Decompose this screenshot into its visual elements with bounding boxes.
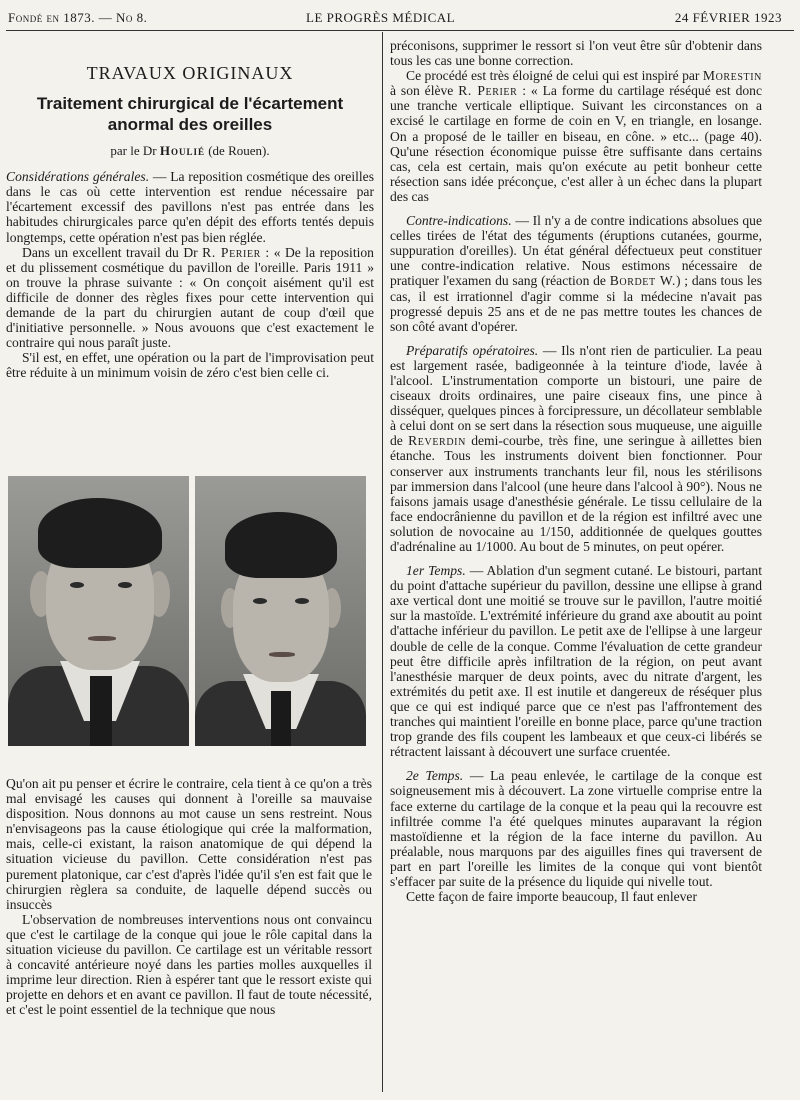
patient-photo-front-left bbox=[8, 476, 189, 746]
right-column bbox=[390, 38, 762, 904]
left-column-top bbox=[6, 63, 374, 381]
issue-date: 24 FÉVRIER 1923 bbox=[674, 10, 782, 25]
patient-photo-front-right bbox=[195, 476, 366, 746]
byline bbox=[6, 143, 374, 158]
running-header bbox=[8, 6, 792, 30]
article-title bbox=[6, 93, 374, 135]
paragraph: Qu'on ait pu penser et écrire le contraire, cela tient à ce qu'on a très mal envisagé les causes qui donnent à l'oreille sa mauvaise disposition. Nous donnons au mot cause un sens restreint. Nous n'envisageons pas la cause étiologique qui crée la malformation, mais, celle-ci existant, la raison anatomique de qui dépend la situation vicieuse du pavillon. Cette considération n'est pas purement platonique, car c'est d'après l'idée qu'il s'en est fait que le chirurgien règlera sa conduite, de laquelle dépend succès ou insuccès bbox=[6, 776, 372, 912]
paragraph-intro: Considérations générales. — La reposition cosmétique des oreilles dans le cas où cette intervention est rendue nécessaire par l'écartement excessif des pavillons n'est pas entrée dans les habitudes chirurgicales parce qu'en dépit des efforts tentés depuis longtemps, cette opération n'est pas bien réglée. bbox=[6, 169, 374, 245]
cited-author: R. Perier bbox=[202, 244, 261, 260]
paragraph: Cette façon de faire importe beaucoup, Il faut enlever bbox=[406, 889, 697, 905]
subsection-label: Contre-indications. bbox=[406, 213, 512, 229]
author-city: (de Rouen). bbox=[208, 143, 270, 159]
article-title-line: Traitement chirurgical de l'écartement bbox=[36, 94, 344, 114]
paragraph-perier-quote: Dans un excellent travail du Dr R. Perier : « De la reposition et du plissement cosmétique du pavillon de l'oreille. Paris 1911 » on trouve la phrase suivante : « On conçoit aisément qu'il est difficile de donner des règles fixes pour cette intervention qui demande de la part du chirurgien autant de coup d'œil que d'initiative personnelle. » Nous avouons que c'est exactement le contraire qui nous paraît juste. bbox=[6, 244, 374, 351]
left-column-bottom bbox=[6, 776, 372, 1018]
subsection-label: Considérations générales. bbox=[6, 169, 150, 185]
paragraph: L'observation de nombreuses interventions nous ont convaincu que c'est le cartilage de la conque qui joue le rôle capital dans la situation vicieuse du pavillon. Ce cartilage est un véritable ressort à concavité antérieure noyé dans les parties molles auxquelles il imprime leur direction. Rien à espérer tant que le ressort existe qui projette en dehors et en avant ce pavillon. Il faut de toute nécessité, et c'est le point essentiel de la technique que nous bbox=[6, 911, 372, 1018]
author-name: Houlié bbox=[159, 143, 205, 159]
paragraph-morestin: Ce procédé est très éloigné de celui qui est inspiré par Morestin à son élève R. Perier : « La forme du cartilage réséqué est donc une tranche verticale elliptique. Suivant les circonstances on a excisé le cartilage en forme de coin en V, en triangle, en losange. On a proposé de le tailler en biseau, en cône. » etc... (page 40). Qu'une résection économique puisse être suffisante dans certains cas, cela est certain, mais qu'on exécute au petit bonheur cette résection sans idée préconçue, c'est aller à un échec dans la plupart des cas bbox=[390, 68, 762, 204]
paragraph-contre-indications: Contre-indications. — Il n'y a de contre indications absolues que celles tirées de l'état des téguments (éruptions cutanées, gourme, suppuration d'oreilles). Un état général défectueux peut constituer une contre-indication relative. Nous estimons nécessaire de pratiquer l'examen du sang (réaction de Bordet W.) ; dans tous les cas, il est irrationnel d'agir comme si la médecine n'avait pas progressé depuis 25 ans et de ne pas mettre toutes les chances de son côté avant d'opérer. bbox=[390, 213, 763, 334]
cited-author: R. Perier bbox=[458, 83, 518, 99]
paragraph-temps-1: 1er Temps. — Ablation d'un segment cutané. Le bistouri, partant du point d'attache supérieur du pavillon, dessine une ellipse à grand axe vertical dont une moitié se trouve sur le pavillon, l'autre moitié sur la mastoïde. L'extrémité inférieure du grand axe aboutit au point d'attache inférieur du pavillon. Le petit axe de l'ellipse à une largeur double de celle de la conque. Comme l'évaluation de cette grandeur peut être difficile après infiltration de la région, on peut avant l'anesthésie marquer de deux points, avec du nitrate d'argent, les extrémités du petit axe. Il est inutile et dangereux de réséquer plus que ce qui est indiqué parce que ce n'est pas l'affrontement des tranches qui maintient l'oreille en bonne place, parce qu'une traction trop grande des fils coupent les lambeaux et que ceux-ci libérés se rétractent laissant à découvert une surface cruentée. bbox=[390, 563, 762, 760]
paragraph-temps-2: 2e Temps. — La peau enlevée, le cartilage de la conque est soigneusement mis à découvert. La zone virtuelle comprise entre la face externe du cartilage de la conque et la peau qui la recouvre est infiltrée comme l'a été quelques minutes auparavant la région mastoïdienne et la région de la face interne du pavillon. Au préalable, nous marquons par des aiguilles fines qui traversent de part en part l'oreille les limites de la conque qui vont bientôt s'effacer par suite de la présence du liquide qui nivelle tout. bbox=[390, 768, 762, 889]
byline-prefix: par le Dr bbox=[110, 143, 157, 159]
subsection-label: Préparatifs opératoires. bbox=[406, 342, 539, 358]
subsection-label: 1er Temps. bbox=[406, 563, 466, 579]
article-title-line: anormal des oreilles bbox=[107, 115, 273, 135]
journal-title: LE PROGRÈS MÉDICAL bbox=[306, 10, 456, 25]
section-title: TRAVAUX ORIGINAUX bbox=[86, 63, 294, 83]
paragraph-preparatifs: Préparatifs opératoires. — Ils n'ont rien de particulier. La peau est largement rasée, badigeonnée à la teinture d'iode, lavée à l'alcool. L'instrumentation comporte un bistouri, une paire de ciseaux droits ordinaires, une paire ciseaux fins, une pince à disséquer, quelques pinces à forcipressure, un décollateur semblable à celui dont on se sert dans la résection sous muqueuse, une aiguille de Reverdin demi-courbe, très fine, une seringue à aillettes bien étanche. Tous les instruments doivent bien fonctionner. Pour conserver aux instruments tranchants leur fil, nous les stérilisons par immersion dans l'alcool (une heure dans l'alcool à 90°). Nous ne faisons jamais usage d'anesthésie générale. Le tissu cellulaire de la face endocrânienne du pavillon et de la région est infiltré avec une solution de novocaine au 1/150, additionnée de quelques gouttes d'adrénaline au 1/1000. Au bout de 5 minutes, on peut opérer. bbox=[390, 342, 762, 554]
column-divider bbox=[382, 32, 383, 1092]
subsection-label: 2e Temps. bbox=[406, 768, 464, 784]
paragraph: préconisons, supprimer le ressort si l'on veut être sûr d'obtenir dans tous les cas une bonne correction. bbox=[390, 38, 762, 69]
journal-founding-number: Fondé en 1873. — No 8. bbox=[8, 10, 148, 25]
cited-author: Morestin bbox=[702, 68, 762, 84]
cited-author: Bordet W. bbox=[609, 273, 677, 289]
cited-author: Reverdin bbox=[408, 433, 466, 449]
paragraph: S'il est, en effet, une opération ou la part de l'improvisation peut être réduite à un minimum voisin de zéro c'est bien celle ci. bbox=[6, 350, 374, 381]
header-divider bbox=[6, 30, 794, 31]
